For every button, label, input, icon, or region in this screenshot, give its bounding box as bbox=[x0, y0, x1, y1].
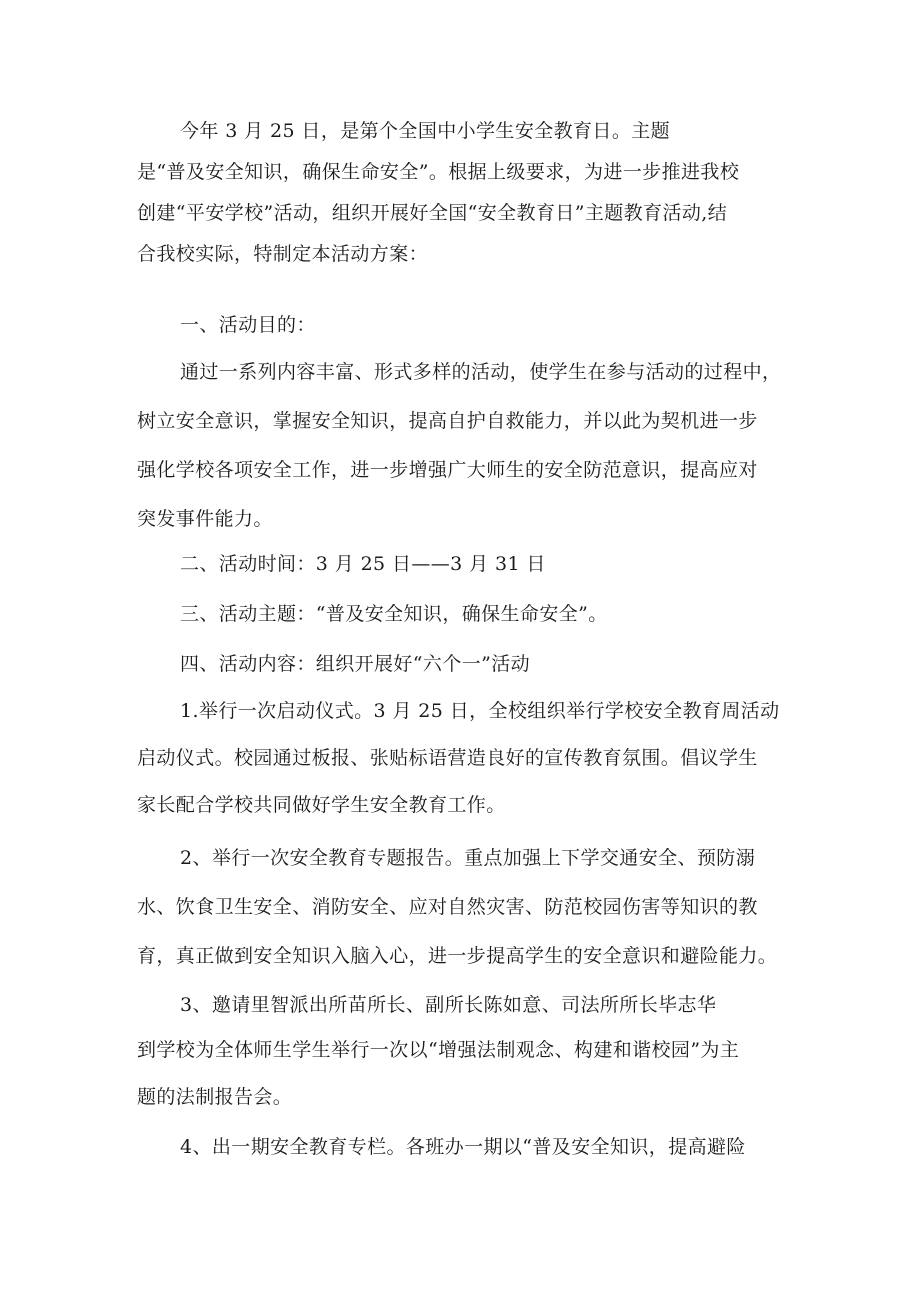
item-3-line-1: 3、邀请里智派出所苗所长、副所长陈如意、司法所所长毕志华 bbox=[180, 994, 717, 1016]
section-heading-time: 二、活动时间：3 月 25 日——3 月 31 日 bbox=[180, 553, 546, 575]
item-1-line-3: 家长配合学校共同做好学生安全教育工作。 bbox=[137, 794, 506, 816]
purpose-line-1: 通过一系列内容丰富、形式多样的活动，使学生在参与活动的过程中， bbox=[180, 361, 782, 383]
purpose-line-3: 强化学校各项安全工作，进一步增强广大师生的安全防范意识，提高应对 bbox=[137, 459, 758, 481]
paragraph-1-line-4: 合我校实际，特制定本活动方案： bbox=[137, 243, 429, 265]
purpose-line-4: 突发事件能力。 bbox=[137, 508, 273, 530]
item-1-line-1: 1.举行一次启动仪式。3 月 25 日，全校组织举行学校安全教育周活动 bbox=[180, 700, 780, 722]
item-1-line-2: 启动仪式。校园通过板报、张贴标语营造良好的宣传教育氛围。倡议学生 bbox=[137, 747, 758, 769]
item-4-line-1: 4、出一期安全教育专栏。各班办一期以“普及安全知识，提高避险 bbox=[180, 1136, 746, 1158]
item-3-line-2: 到学校为全体师生学生举行一次以“增强法制观念、构建和谐校园”为主 bbox=[137, 1039, 740, 1061]
section-heading-theme: 三、活动主题：“普及安全知识，确保生命安全”。 bbox=[180, 603, 608, 625]
section-heading-purpose: 一、活动目的： bbox=[180, 314, 316, 336]
item-2-line-1: 2、举行一次安全教育专题报告。重点加强上下学交通安全、预防溺 bbox=[180, 847, 756, 869]
purpose-line-2: 树立安全意识，掌握安全知识，提高自护自救能力，并以此为契机进一步 bbox=[137, 410, 758, 432]
item-2-line-2: 水、饮食卫生安全、消防安全、应对自然灾害、防范校园伤害等知识的教 bbox=[137, 896, 758, 918]
item-2-line-3: 育，真正做到安全知识入脑入心，进一步提高学生的安全意识和避险能力。 bbox=[137, 945, 778, 967]
item-3-line-3: 题的法制报告会。 bbox=[137, 1086, 293, 1108]
paragraph-1-line-2: 是“普及安全知识，确保生命安全”。根据上级要求，为进一步推进我校 bbox=[137, 161, 740, 183]
paragraph-1-line-3: 创建“平安学校”活动，组织开展好全国“安全教育日”主题教育活动,结 bbox=[137, 202, 728, 224]
paragraph-1-line-1: 今年 3 月 25 日，是第个全国中小学生安全教育日。主题 bbox=[180, 120, 671, 142]
section-heading-content: 四、活动内容：组织开展好“六个一”活动 bbox=[180, 653, 531, 675]
